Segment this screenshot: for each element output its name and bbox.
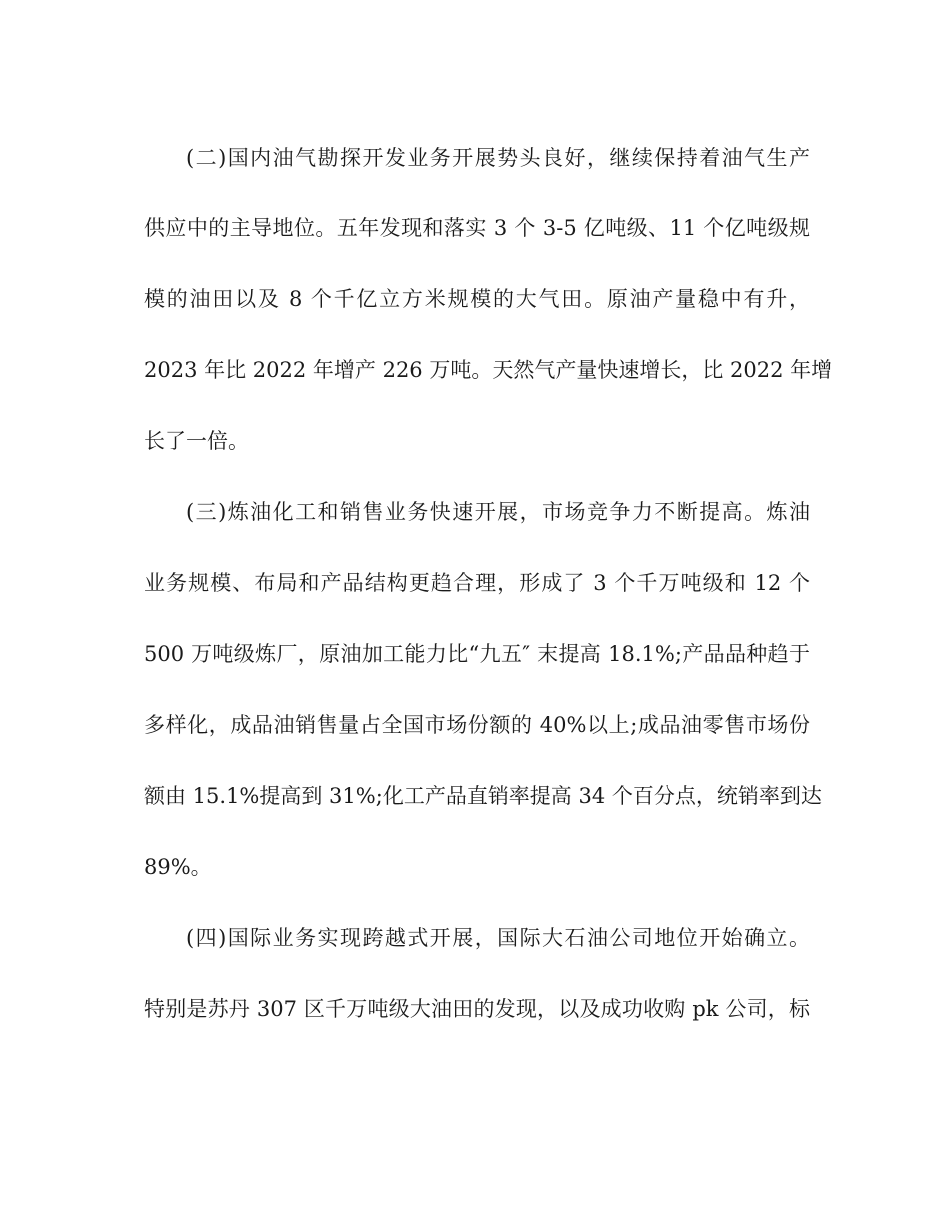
paragraph-3-line-4: 多样化，成品油销售量占全国市场份额的 40%以上;成品油零售市场份 [144,713,810,737]
paragraph-2-line-4: 2023 年比 2022 年增产 226 万吨。天然气产量快速增长，比 2022 年增 [144,358,833,382]
paragraph-2-line-5: 长了一倍。 [144,429,249,453]
paragraph-3-line-6: 89%。 [144,855,212,879]
paragraph-2-line-3: 模的油田以及 8 个千亿立方米规模的大气田。原油产量稳中有升， [144,287,810,311]
paragraph-3-line-5: 额由 15.1%提高到 31%;化工产品直销率提高 34 个百分点，统销率到达 [144,784,822,808]
paragraph-3-line-1: (三)炼油化工和销售业务快速开展，市场竞争力不断提高。炼油 [186,500,810,524]
paragraph-4-line-2: 特别是苏丹 307 区千万吨级大油田的发现，以及成功收购 pk 公司，标 [144,997,810,1021]
paragraph-3-line-3: 500 万吨级炼厂，原油加工能力比“九五″ 末提高 18.1%;产品品种趋于 [144,642,810,666]
paragraph-2-line-1: (二)国内油气勘探开发业务开展势头良好，继续保持着油气生产 [186,146,810,170]
paragraph-4-line-1: (四)国际业务实现跨越式开展，国际大石油公司地位开始确立。 [186,926,810,950]
paragraph-3-line-2: 业务规模、布局和产品结构更趋合理，形成了 3 个千万吨级和 12 个 [144,571,810,595]
paragraph-2-line-2: 供应中的主导地位。五年发现和落实 3 个 3-5 亿吨级、11 个亿吨级规 [144,216,810,240]
